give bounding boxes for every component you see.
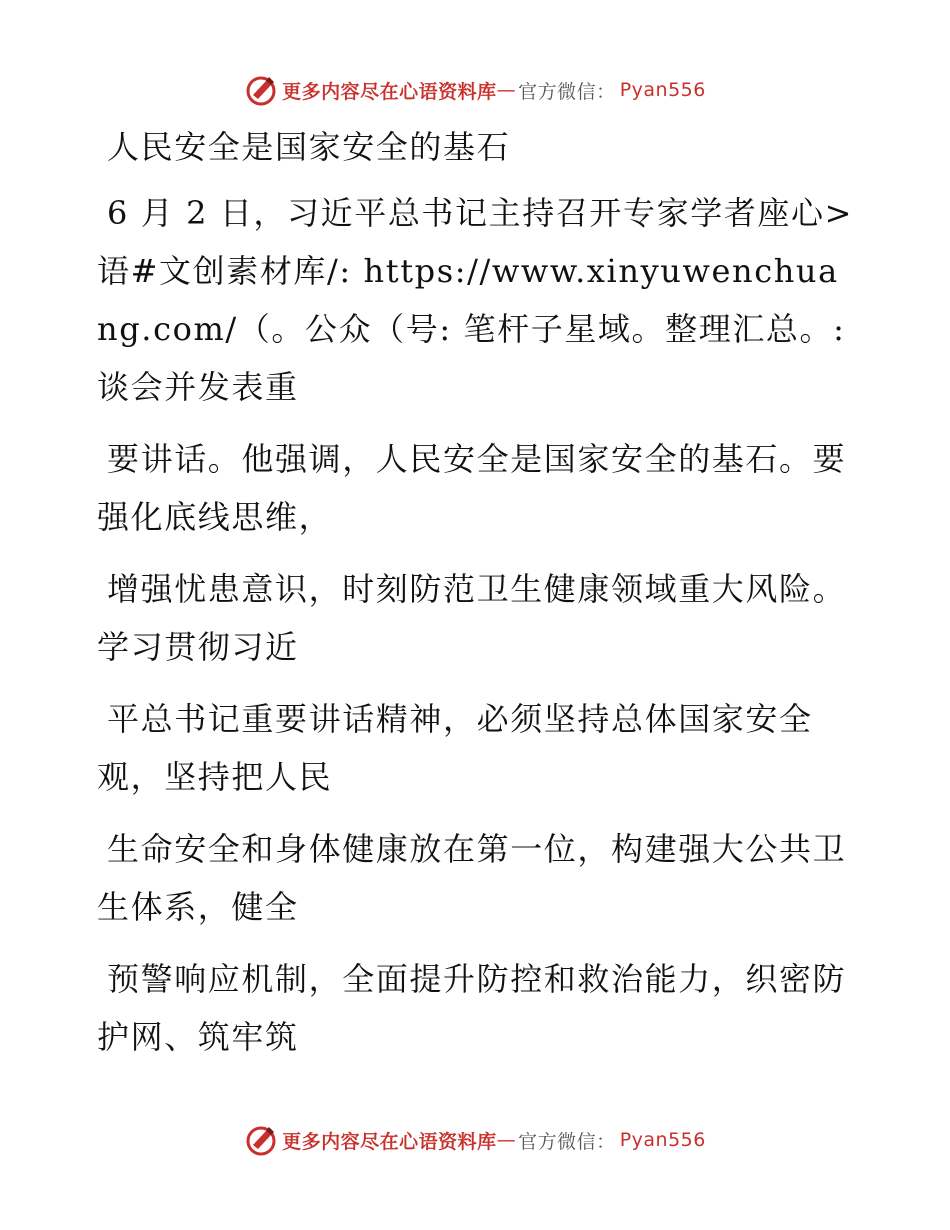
- document-body: [97, 118, 857, 1080]
- document-paragraph: 预警响应机制，全面提升防控和救治能力，织密防护网、筑牢筑: [97, 960, 847, 1056]
- header-watermark-banner: [0, 70, 950, 110]
- document-title: 人民安全是国家安全的基石: [107, 128, 511, 166]
- banner-wechat-id: Pyan556: [619, 1129, 706, 1151]
- banner-official-label: 官方微信：: [518, 80, 616, 103]
- library-logo-icon: [244, 73, 278, 107]
- document-paragraph: 6 月 2 日，习近平总书记主持召开专家学者座心>语#文创素材库/: https://www.xinyuwenchuang.com/（。公众（号: 笔杆子星域。整理汇总。:谈会并发表重: [97, 194, 854, 406]
- banner-dash: —: [496, 79, 517, 101]
- banner-official-label: 官方微信：: [518, 1130, 616, 1153]
- document-paragraph: 平总书记重要讲话精神，必须坚持总体国家安全观，坚持把人民: [97, 700, 813, 796]
- document-paragraph: 生命安全和身体健康放在第一位，构建强大公共卫生体系，健全: [97, 830, 847, 926]
- footer-watermark-banner: [0, 1120, 950, 1160]
- banner-primary-text: 更多内容尽在心语资料库: [282, 1130, 497, 1153]
- document-paragraph: 增强忧患意识，时刻防范卫生健康领域重大风险。学习贯彻习近: [97, 570, 847, 666]
- banner-wechat-id: Pyan556: [619, 79, 706, 101]
- document-paragraph: 要讲话。他强调，人民安全是国家安全的基石。要强化底线思维，: [97, 440, 847, 536]
- library-logo-icon: [244, 1123, 278, 1157]
- banner-dash: —: [496, 1129, 517, 1151]
- banner-primary-text: 更多内容尽在心语资料库: [282, 80, 497, 103]
